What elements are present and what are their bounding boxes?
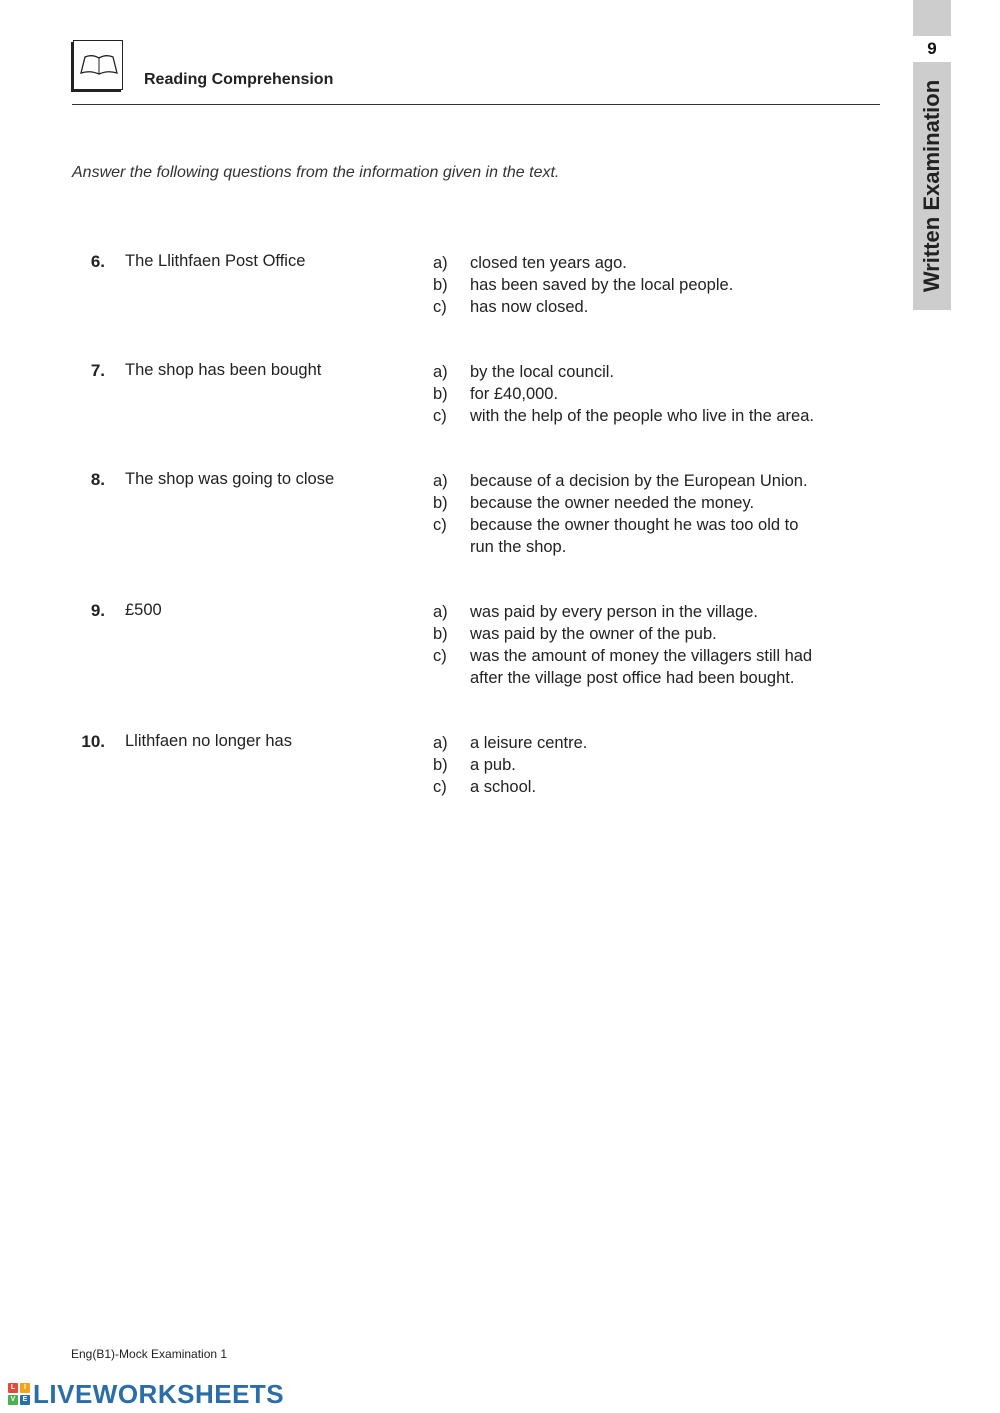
book-icon [73, 40, 123, 90]
liveworksheets-logo[interactable] [8, 1380, 284, 1408]
question-number: 8. [90, 470, 105, 489]
page-number: 9 [927, 39, 937, 58]
option-letter: b) [433, 625, 448, 643]
option-text: by the local council. [470, 363, 614, 381]
option-letter: c) [433, 647, 447, 665]
question-stem: Llithfaen no longer has [125, 732, 292, 750]
question-stem: The shop was going to close [125, 470, 335, 488]
option-letter: b) [433, 494, 448, 512]
question-number: 9. [90, 601, 105, 620]
option-text: for £40,000. [470, 385, 559, 403]
side-tab-top [913, 0, 951, 36]
option-letter: b) [433, 385, 448, 403]
logo-grid-cell: L [8, 1383, 18, 1393]
option-letter: c) [433, 407, 447, 425]
option-text: with the help of the people who live in the area. [470, 407, 814, 425]
question-number: 7. [90, 361, 105, 380]
option-text: has now closed. [470, 298, 589, 316]
logo-grid-cell: E [20, 1395, 30, 1405]
logo-grid-icon [8, 1383, 30, 1405]
option-text: because the owner needed the money. [470, 494, 755, 512]
option-letter: b) [433, 756, 448, 774]
question-number: 6. [90, 252, 105, 271]
option-letter: a) [433, 472, 448, 490]
option-text: because of a decision by the European Union. [470, 472, 808, 490]
option-letter: c) [433, 778, 447, 796]
section-title: Reading Comprehension [144, 71, 334, 88]
option-text: a pub. [470, 756, 516, 774]
option-letter: b) [433, 276, 448, 294]
logo-text: LIVEWORKSHEETS [33, 1378, 285, 1409]
option-text: a school. [470, 778, 537, 796]
side-label-text: Written Examination [919, 79, 945, 293]
logo-grid-cell: V [8, 1395, 18, 1405]
side-label [913, 62, 951, 310]
question-stem: The Llithfaen Post Office [125, 252, 306, 270]
instruction: Answer the following questions from the information given in the text. [72, 164, 560, 181]
option-text: closed ten years ago. [470, 254, 627, 272]
option-text: was the amount of money the villagers still had after the village post office had been bought. [470, 647, 813, 687]
option-text: was paid by every person in the village. [470, 603, 758, 621]
question-stem: £500 [125, 601, 162, 619]
footer-exam-label: Eng(B1)-Mock Examination 1 [71, 1347, 228, 1361]
option-text: was paid by the owner of the pub. [470, 625, 717, 643]
header-divider [72, 104, 880, 105]
option-letter: c) [433, 516, 447, 534]
option-letter: a) [433, 734, 448, 752]
question-number: 10. [81, 732, 105, 751]
option-text: a leisure centre. [470, 734, 588, 752]
option-letter: c) [433, 298, 447, 316]
option-text: because the owner thought he was too old to run the shop. [470, 516, 799, 556]
question-stem: The shop has been bought [125, 361, 322, 379]
logo-grid-cell: I [20, 1383, 30, 1393]
option-letter: a) [433, 254, 448, 272]
option-text: has been saved by the local people. [470, 276, 734, 294]
option-letter: a) [433, 363, 448, 381]
option-letter: a) [433, 603, 448, 621]
